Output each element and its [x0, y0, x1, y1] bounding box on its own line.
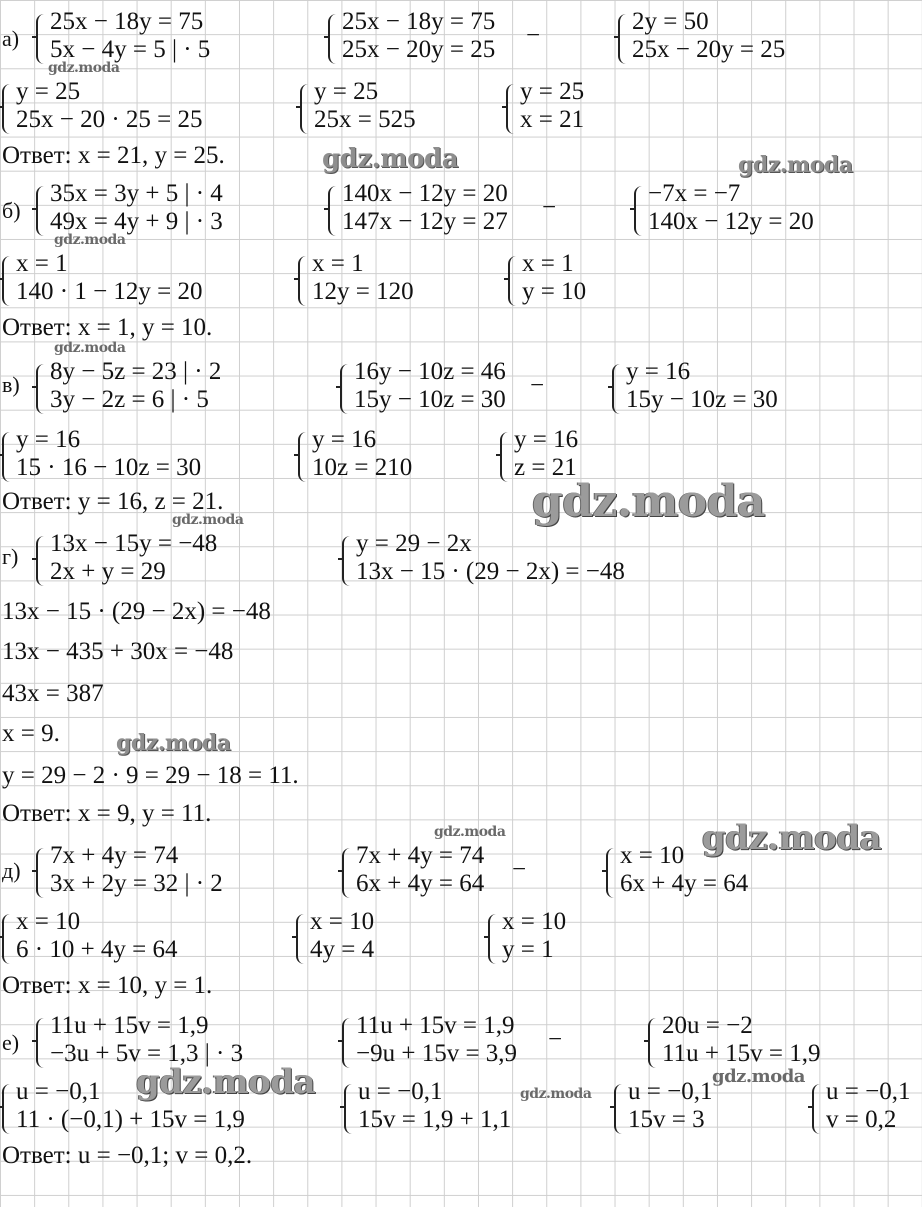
equation: y = 29 − 2x: [356, 530, 472, 557]
equation: u = −0,1: [628, 1078, 713, 1105]
part-a-label: а): [2, 26, 20, 51]
equation: 25x − 18y = 75: [342, 8, 496, 35]
equation: 25x − 20y = 25: [342, 36, 496, 63]
equation: u = −0,1: [826, 1078, 911, 1105]
part-v-label: в): [2, 372, 20, 397]
equation: 6x + 4y = 64: [356, 870, 485, 897]
equation: 12y = 120: [312, 278, 414, 305]
equation: 35x = 3y + 5 | · 4: [50, 180, 223, 207]
equation: 25x = 525: [314, 106, 416, 133]
equation: 15y − 10z = 30: [626, 386, 778, 413]
equation: y = 16: [626, 358, 691, 385]
equation: 11u + 15v = 1,9: [662, 1040, 821, 1067]
equation: x = 1: [312, 250, 364, 277]
answer-d: Ответ: x = 10, y = 1.: [2, 972, 213, 999]
equation: 2x + y = 29: [50, 558, 166, 585]
watermark: gdz.moda: [738, 152, 853, 178]
equation: x = 1: [16, 250, 68, 277]
watermark: gdz.moda: [322, 144, 459, 174]
watermark: gdz.moda: [54, 340, 126, 356]
equation: x = 21: [520, 106, 585, 133]
answer-v: Ответ: y = 16, z = 21.: [2, 488, 224, 515]
equation: v = 0,2: [826, 1106, 897, 1133]
equation: −7x = −7: [648, 180, 741, 207]
equation: z = 21: [514, 454, 577, 481]
watermark: gdz.moda: [136, 1062, 316, 1102]
equation: 10z = 210: [312, 454, 413, 481]
solution-step: 13x − 15 · (29 − 2x) = −48: [2, 598, 271, 625]
equation: y = 1: [502, 936, 554, 963]
solution-step: 13x − 435 + 30x = −48: [2, 638, 234, 665]
subtract-sign: −: [512, 856, 527, 883]
solution-step: y = 29 − 2 · 9 = 29 − 18 = 11.: [2, 762, 299, 789]
watermark: gdz.moda: [172, 512, 244, 528]
equation: 49x = 4y + 9 | · 3: [50, 208, 223, 235]
watermark: gdz.moda: [54, 232, 126, 248]
equation: 11 · (−0,1) + 15v = 1,9: [16, 1106, 245, 1133]
subtract-sign: −: [526, 22, 541, 49]
equation: 6 · 10 + 4y = 64: [16, 936, 178, 963]
equation: 15y − 10z = 30: [354, 386, 506, 413]
equation: 16y − 10z = 46: [354, 358, 506, 385]
part-e-label: е): [2, 1030, 20, 1055]
equation: 140 · 1 − 12y = 20: [16, 278, 203, 305]
equation: y = 25: [520, 78, 585, 105]
equation: 13x − 15 · (29 − 2x) = −48: [356, 558, 625, 585]
equation: 25x − 20 · 25 = 25: [16, 106, 203, 133]
subtract-sign: −: [548, 1026, 563, 1053]
equation: 147x − 12y = 27: [342, 208, 508, 235]
equation: x = 10: [16, 908, 81, 935]
equation: 6x + 4y = 64: [620, 870, 749, 897]
equation: −3u + 5v = 1,3 | · 3: [50, 1040, 244, 1067]
equation: 140x − 12y = 20: [648, 208, 814, 235]
answer-g: Ответ: x = 9, y = 11.: [2, 800, 212, 827]
equation: x = 1: [522, 250, 574, 277]
equation: x = 10: [310, 908, 375, 935]
equation: −9u + 15v = 3,9: [356, 1040, 518, 1067]
equation: x = 10: [502, 908, 567, 935]
equation: 11u + 15v = 1,9: [50, 1012, 209, 1039]
part-g-label: г): [2, 544, 19, 569]
equation: 2y = 50: [632, 8, 709, 35]
equation: 25x − 20y = 25: [632, 36, 786, 63]
solution-step: x = 9.: [2, 720, 60, 747]
equation: y = 25: [16, 78, 81, 105]
watermark: gdz.moda: [48, 60, 120, 76]
answer-e: Ответ: u = −0,1; v = 0,2.: [2, 1142, 253, 1169]
solution-step: 43x = 387: [2, 680, 104, 707]
equation: 7x + 4y = 74: [356, 842, 485, 869]
part-d-label: д): [2, 858, 21, 883]
equation: y = 10: [522, 278, 587, 305]
equation: y = 16: [312, 426, 377, 453]
subtract-sign: −: [530, 372, 545, 399]
part-b-label: б): [2, 198, 21, 223]
equation: 11u + 15v = 1,9: [356, 1012, 515, 1039]
equation: 3y − 2z = 6 | · 5: [50, 386, 209, 413]
equation: 15v = 3: [628, 1106, 705, 1133]
equation: x = 10: [620, 842, 685, 869]
equation: 5x − 4y = 5 | · 5: [50, 36, 211, 63]
equation: 3x + 2y = 32 | · 2: [50, 870, 223, 897]
equation: 8y − 5z = 23 | · 2: [50, 358, 222, 385]
equation: y = 16: [16, 426, 81, 453]
equation: y = 16: [514, 426, 579, 453]
equation: 15 · 16 − 10z = 30: [16, 454, 202, 481]
equation: u = −0,1: [358, 1078, 443, 1105]
watermark: gdz.moda: [116, 730, 231, 756]
watermark: gdz.moda: [434, 824, 506, 840]
equation: 140x − 12y = 20: [342, 180, 508, 207]
equation: u = −0,1: [16, 1078, 101, 1105]
equation: 15v = 1,9 + 1,1: [358, 1106, 512, 1133]
answer-a: Ответ: x = 21, y = 25.: [2, 142, 225, 169]
equation: y = 25: [314, 78, 379, 105]
equation: 13x − 15y = −48: [50, 530, 218, 557]
watermark: gdz.moda: [520, 1086, 592, 1102]
watermark: gdz.moda: [702, 818, 882, 858]
subtract-sign: −: [542, 194, 557, 221]
equation: 7x + 4y = 74: [50, 842, 179, 869]
watermark: gdz.moda: [532, 476, 766, 527]
equation: 25x − 18y = 75: [50, 8, 204, 35]
watermark: gdz.moda: [712, 1066, 805, 1087]
equation: 4y = 4: [310, 936, 375, 963]
equation: 20u = −2: [662, 1012, 753, 1039]
answer-b: Ответ: x = 1, y = 10.: [2, 314, 213, 341]
